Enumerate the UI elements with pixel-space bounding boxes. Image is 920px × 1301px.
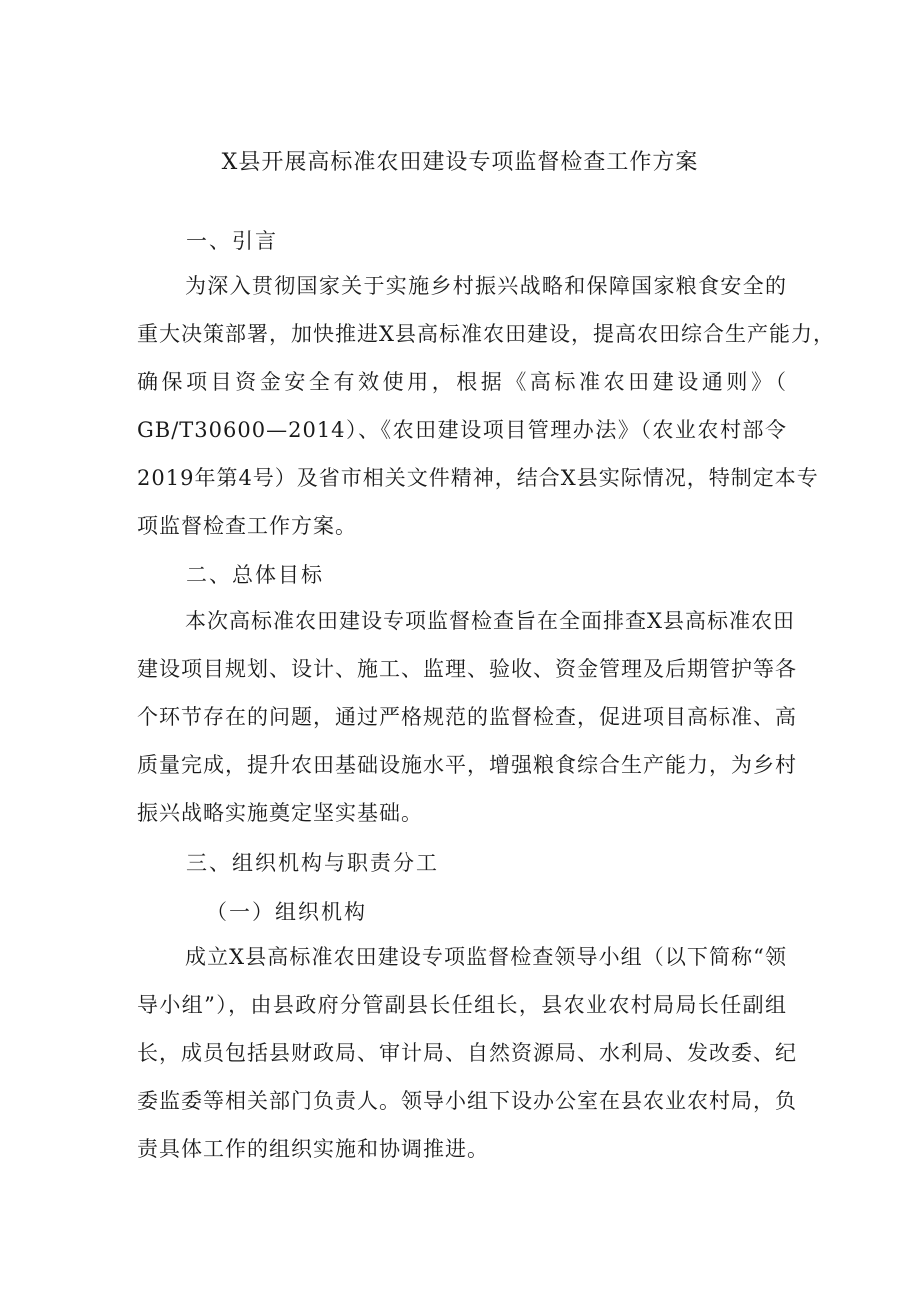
paragraph-introduction <box>137 262 835 550</box>
paragraph-line: 确保项目资金安全有效使用，根据《高标准农田建设通则》（ <box>137 370 787 394</box>
paragraph-line: 建设项目规划、设计、施工、监理、验收、资金管理及后期管护等各 <box>137 657 797 681</box>
sub-heading-organization: （一）组织机构 <box>206 900 367 924</box>
paragraph-line: 项监督检查工作方案。 <box>137 514 357 538</box>
paragraph-line: 责具体工作的组织实施和协调推进。 <box>137 1137 489 1161</box>
paragraph-line: 成立X县高标准农田建设专项监督检查领导小组（以下简称“领 <box>185 945 787 969</box>
paragraph-organization <box>137 933 797 1173</box>
paragraph-line: 委监委等相关部门负责人。领导小组下设办公室在县农业农村局，负 <box>137 1089 797 1113</box>
paragraph-overall-goal <box>137 597 797 837</box>
section-heading-organization: 三、组织机构与职责分工 <box>186 851 439 875</box>
paragraph-line: 本次高标准农田建设专项监督检查旨在全面排查X县高标准农田 <box>185 609 795 633</box>
paragraph-line: GB/T30600—2014）、《农田建设项目管理办法》（农业农村部令 <box>137 418 787 442</box>
paragraph-line: 导小组”），由县政府分管副县长任组长，县农业农村局局长任副组 <box>137 993 787 1017</box>
paragraph-line: 2019年第4号）及省市相关文件精神，结合X县实际情况，特制定本专 <box>137 466 819 490</box>
paragraph-line: 振兴战略实施奠定坚实基础。 <box>137 801 423 825</box>
document-title: X县开展高标准农田建设专项监督检查工作方案 <box>221 150 699 175</box>
paragraph-line: 个环节存在的问题，通过严格规范的监督检查，促进项目高标准、高 <box>137 705 797 729</box>
paragraph-line: 质量完成，提升农田基础设施水平，增强粮食综合生产能力，为乡村 <box>137 753 797 777</box>
paragraph-line: 重大决策部署，加快推进X县高标准农田建设，提高农田综合生产能力， <box>137 322 835 346</box>
section-heading-introduction: 一、引言 <box>186 229 278 253</box>
section-heading-overall-goal: 二、总体目标 <box>186 563 324 587</box>
paragraph-line: 为深入贯彻国家关于实施乡村振兴战略和保障国家粮食安全的 <box>185 274 787 298</box>
paragraph-line: 长，成员包括县财政局、审计局、自然资源局、水利局、发改委、纪 <box>137 1041 797 1065</box>
